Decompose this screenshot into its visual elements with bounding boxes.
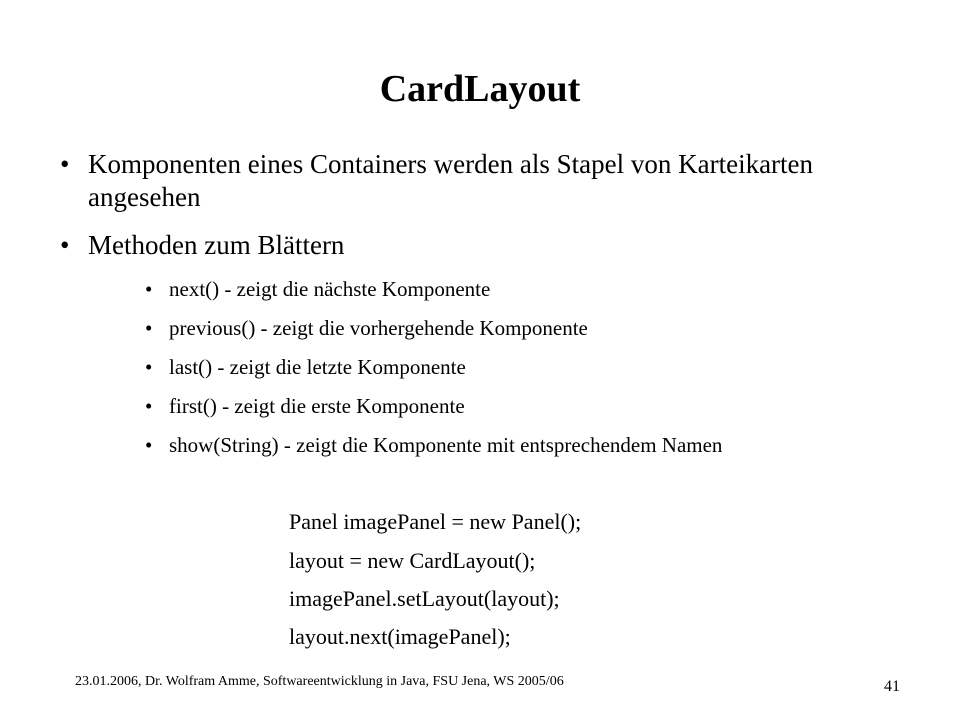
page-number: 41: [884, 678, 900, 695]
sub-bullet-marker: •: [145, 394, 153, 418]
bullet-marker: •: [60, 149, 70, 179]
sub-bullet-text: last() - zeigt die letzte Komponente: [169, 355, 466, 379]
bullet-text: Komponenten eines Containers werden als Stapel von Karteikarten angesehen: [88, 149, 814, 212]
sub-bullet-text: next() - zeigt die nächste Komponente: [169, 277, 491, 301]
code-line: Panel imagePanel = new Panel();: [289, 509, 582, 534]
sub-bullet-text: first() - zeigt die erste Komponente: [169, 394, 465, 418]
sub-bullet-text: show(String) - zeigt die Komponente mit entsprechendem Namen: [169, 433, 723, 457]
sub-bullet-text: previous() - zeigt die vorhergehende Komponente: [169, 316, 588, 340]
bullet-marker: •: [60, 230, 70, 260]
slide-title: CardLayout: [379, 68, 581, 110]
bullet-text: Methoden zum Blättern: [88, 230, 345, 260]
code-line: imagePanel.setLayout(layout);: [289, 586, 560, 611]
sub-bullet-marker: •: [145, 277, 153, 301]
code-line: layout = new CardLayout();: [289, 548, 536, 573]
code-line: layout.next(imagePanel);: [289, 624, 511, 649]
slide-footer: 23.01.2006, Dr. Wolfram Amme, Softwareentwicklung in Java, FSU Jena, WS 2005/06: [75, 674, 564, 689]
sub-bullet-marker: •: [145, 433, 153, 457]
sub-bullet-marker: •: [145, 316, 153, 340]
sub-bullet-marker: •: [145, 355, 153, 379]
